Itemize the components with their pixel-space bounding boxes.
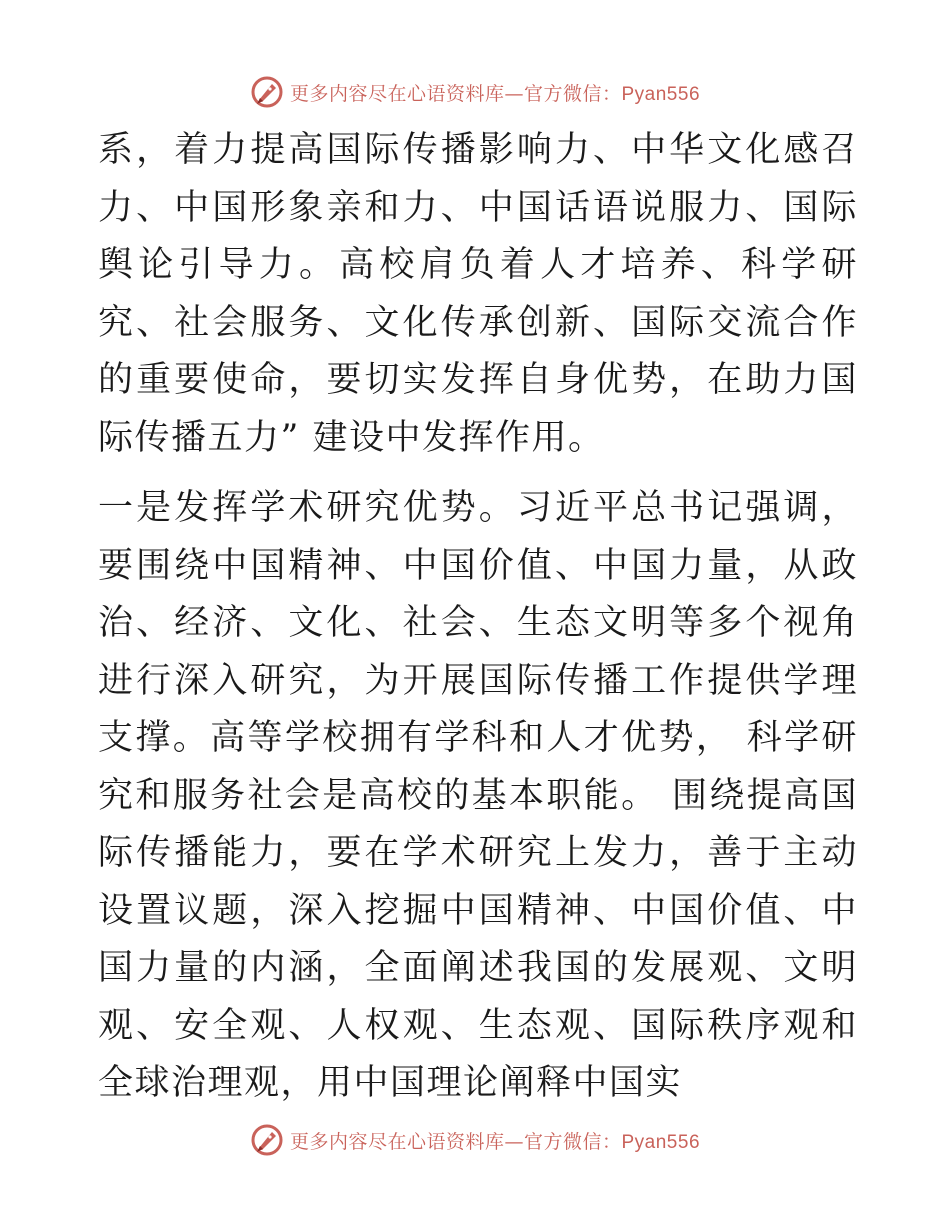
footer-watermark xyxy=(0,1120,950,1160)
watermark-text: 更多内容尽在心语资料库—官方微信：Pyan556 xyxy=(289,1130,701,1153)
watermark-text: 更多内容尽在心语资料库—官方微信：Pyan556 xyxy=(289,82,701,105)
paragraph: 系，着力提高国际传播影响力、中华文化感召力、中国形象亲和力、中国话语说服力、国际舆论引导力。高校肩负着人才培养、科学研究、社会服务、文化传承创新、国际交流合作的重要使命，要切实发挥自身优势，在助力国际传播五力” 建设中发挥作用。 xyxy=(98,130,858,458)
paragraph: 一是发挥学术研究优势。习近平总书记强调，要围绕中国精神、中国价值、中国力量，从政治、经济、文化、社会、生态文明等多个视角进行深入研究，为开展国际传播工作提供学理支撑。高等学校拥有学科和人才优势， 科学研究和服务社会是高校的基本职能。 围绕提高国际传播能力，要在学术研究上发力，善于主动设置议题，深入挖掘中国精神、中国价值、中国力量的内涵，全面阐述我国的发展观、文明观、安全观、人权观、生态观、国际秩序观和全球治理观，用中国理论阐释中国实 xyxy=(98,488,858,1103)
pen-nib-logo-icon xyxy=(250,75,284,109)
document-body xyxy=(98,122,858,1113)
pen-nib-logo-icon xyxy=(250,1123,284,1157)
header-watermark xyxy=(0,72,950,112)
